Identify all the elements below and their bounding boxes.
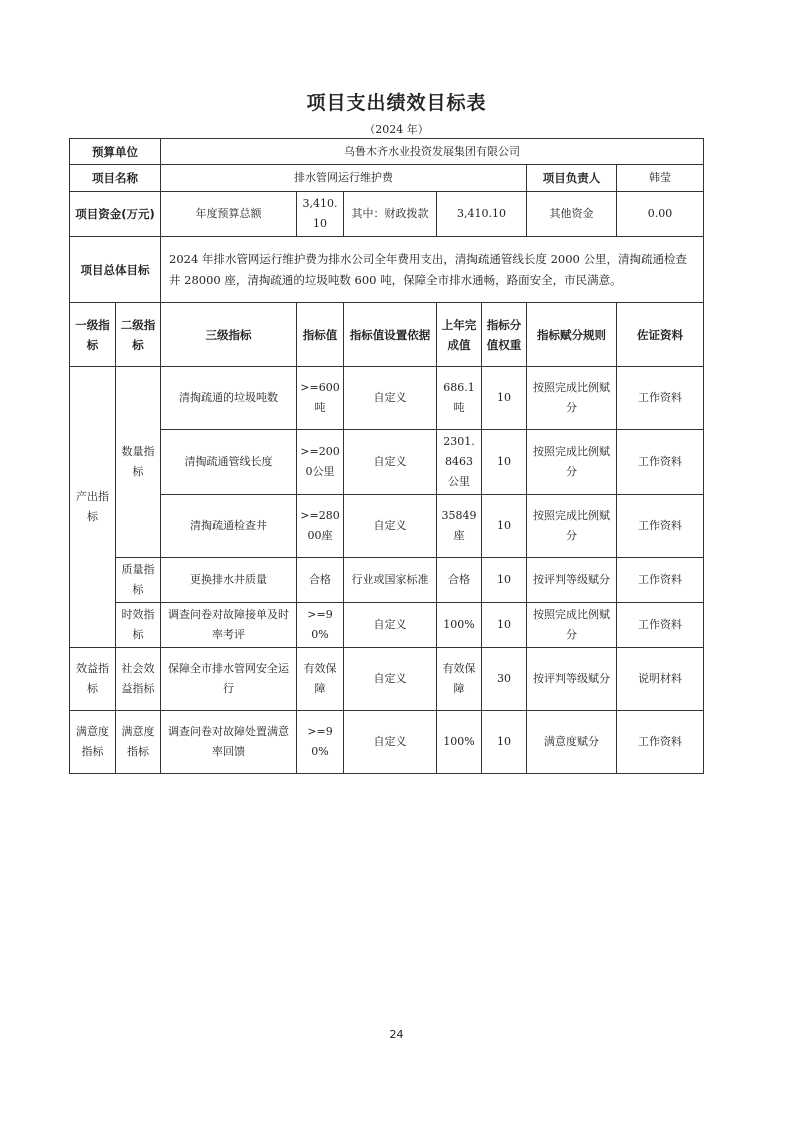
performance-table [69, 138, 704, 774]
weight-cell: 10 [482, 711, 527, 774]
fund-row [70, 192, 704, 237]
weight-cell: 30 [482, 648, 527, 711]
level2-cell: 满意度指标 [116, 711, 161, 774]
level1-cell: 效益指标 [70, 648, 116, 711]
level1-cell: 产出指标 [70, 367, 116, 648]
annual-budget-value: 3,410.10 [297, 192, 344, 237]
evidence-cell: 工作资料 [617, 558, 704, 603]
last-year-cell: 100% [437, 711, 482, 774]
fiscal-value: 3,410.10 [437, 192, 527, 237]
leader-label: 项目负责人 [527, 165, 617, 192]
basis-cell: 自定义 [344, 711, 437, 774]
table-row [70, 648, 704, 711]
value-cell: 有效保障 [297, 648, 344, 711]
last-year-cell: 合格 [437, 558, 482, 603]
header-last-year: 上年完成值 [437, 303, 482, 367]
last-year-cell: 2301.8463公里 [437, 430, 482, 495]
table-row [70, 711, 704, 774]
header-evidence: 佐证资料 [617, 303, 704, 367]
fund-label: 项目资金(万元) [70, 192, 161, 237]
other-value: 0.00 [617, 192, 704, 237]
last-year-cell: 686.1吨 [437, 367, 482, 430]
level2-cell: 社会效益指标 [116, 648, 161, 711]
table-row [70, 603, 704, 648]
project-label: 项目名称 [70, 165, 161, 192]
goal-label: 项目总体目标 [70, 237, 161, 303]
last-year-cell: 100% [437, 603, 482, 648]
unit-value: 乌鲁木齐水业投资发展集团有限公司 [161, 139, 704, 165]
level3-cell: 调查问卷对故障处置满意率回馈 [161, 711, 297, 774]
fiscal-label: 其中：财政拨款 [344, 192, 437, 237]
page-number: 24 [389, 1028, 404, 1041]
value-cell: >=28000座 [297, 495, 344, 558]
table-row [70, 367, 704, 430]
unit-label: 预算单位 [70, 139, 161, 165]
basis-cell: 自定义 [344, 648, 437, 711]
weight-cell: 10 [482, 430, 527, 495]
annual-budget-label: 年度预算总额 [161, 192, 297, 237]
last-year-cell: 35849座 [437, 495, 482, 558]
leader-value: 韩莹 [617, 165, 704, 192]
header-level3: 三级指标 [161, 303, 297, 367]
evidence-cell: 工作资料 [617, 367, 704, 430]
evidence-cell: 工作资料 [617, 603, 704, 648]
value-cell: >=90% [297, 711, 344, 774]
table-row [70, 495, 704, 558]
rule-cell: 按照完成比例赋分 [527, 430, 617, 495]
unit-row [70, 139, 704, 165]
header-row [70, 303, 704, 367]
rule-cell: 按照完成比例赋分 [527, 367, 617, 430]
basis-cell: 自定义 [344, 430, 437, 495]
header-level2: 二级指标 [116, 303, 161, 367]
basis-cell: 自定义 [344, 495, 437, 558]
header-basis: 指标值设置依据 [344, 303, 437, 367]
weight-cell: 10 [482, 603, 527, 648]
level3-cell: 清掏疏通管线长度 [161, 430, 297, 495]
basis-cell: 行业或国家标准 [344, 558, 437, 603]
evidence-cell: 工作资料 [617, 495, 704, 558]
project-row [70, 165, 704, 192]
goal-row [70, 237, 704, 303]
level3-cell: 更换排水井质量 [161, 558, 297, 603]
rule-cell: 按照完成比例赋分 [527, 603, 617, 648]
weight-cell: 10 [482, 495, 527, 558]
level3-cell: 保障全市排水管网安全运行 [161, 648, 297, 711]
year-label: （2024 年） [364, 123, 429, 136]
basis-cell: 自定义 [344, 367, 437, 430]
value-cell: 合格 [297, 558, 344, 603]
level2-cell: 数量指标 [116, 367, 161, 558]
rule-cell: 按评判等级赋分 [527, 648, 617, 711]
weight-cell: 10 [482, 367, 527, 430]
evidence-cell: 工作资料 [617, 711, 704, 774]
goal-text: 2024 年排水管网运行维护费为排水公司全年费用支出，清掏疏通管线长度 2000 公里，清掏疏通检查井 28000 座，清掏疏通的垃圾吨数 600 吨，保障全市排水通畅，路面安全，市民满意。 [161, 237, 704, 303]
level3-cell: 清掏疏通的垃圾吨数 [161, 367, 297, 430]
level2-cell: 时效指标 [116, 603, 161, 648]
table-row [70, 430, 704, 495]
rule-cell: 按照完成比例赋分 [527, 495, 617, 558]
rule-cell: 满意度赋分 [527, 711, 617, 774]
evidence-cell: 说明材料 [617, 648, 704, 711]
page-title: 项目支出绩效目标表 [306, 92, 487, 114]
value-cell: >=2000公里 [297, 430, 344, 495]
header-level1: 一级指标 [70, 303, 116, 367]
value-cell: >=90% [297, 603, 344, 648]
table-row [70, 558, 704, 603]
header-value: 指标值 [297, 303, 344, 367]
basis-cell: 自定义 [344, 603, 437, 648]
last-year-cell: 有效保障 [437, 648, 482, 711]
level1-cell: 满意度指标 [70, 711, 116, 774]
level3-cell: 清掏疏通检查井 [161, 495, 297, 558]
header-weight: 指标分值权重 [482, 303, 527, 367]
level2-cell: 质量指标 [116, 558, 161, 603]
value-cell: >=600吨 [297, 367, 344, 430]
header-rule: 指标赋分规则 [527, 303, 617, 367]
evidence-cell: 工作资料 [617, 430, 704, 495]
project-value: 排水管网运行维护费 [161, 165, 527, 192]
other-label: 其他资金 [527, 192, 617, 237]
level3-cell: 调查问卷对故障接单及时率考评 [161, 603, 297, 648]
rule-cell: 按评判等级赋分 [527, 558, 617, 603]
weight-cell: 10 [482, 558, 527, 603]
